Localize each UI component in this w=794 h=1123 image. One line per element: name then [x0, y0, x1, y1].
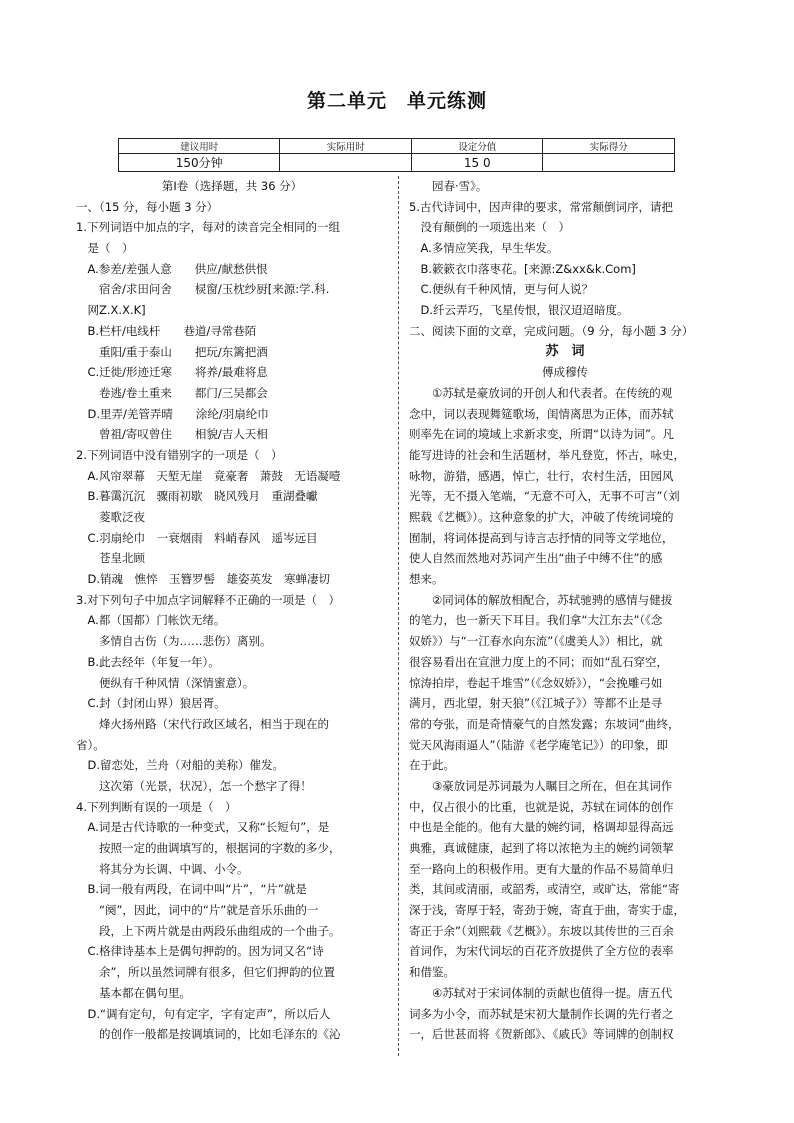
left-text-line: “阕”，因此，词中的“片”就是音乐乐曲的一 [76, 903, 319, 918]
left-text-line: 菱歌泛夜 [76, 510, 145, 524]
left-text-line: 重阳/重于泰山 把玩/东篱把酒 [76, 344, 268, 359]
right-text-line: 在于此。 [409, 758, 455, 773]
left-text-line: D.里弄/羌管弄晴 涂纶/羽扇纶巾 [76, 406, 269, 421]
left-text-line: D.“调有定句，句有定字，字有定声”，所以后人 [76, 1006, 331, 1021]
right-text-line: 满月，西北望，射天狼”（《江城子》）等都不止是寻 [409, 696, 663, 711]
left-text-line: 3.对下列句子中加点字词解释不正确的一项是（ ） [76, 592, 340, 607]
right-text-line: 中，仅占很小的比重，也就是说，苏轼在词体的创作 [409, 799, 674, 814]
left-text-line: 段，上下两片就是由两段乐曲组成的一个曲子。 [76, 923, 341, 938]
right-text-line: 至一路向上的积极作用。更有大量的作品不易简单归 [409, 861, 674, 876]
info-value-actual-time [280, 154, 412, 172]
right-text-line: 二、阅读下面的文章，完成问题。（9 分，每小题 3 分） [409, 323, 694, 338]
left-text-line: 便纵有千种风情（深情蜜意）。 [76, 675, 255, 690]
left-text-line: 基本都在偶句里。 [76, 985, 191, 1000]
right-text-line: C.便纵有千种风情，更与何人说？ [409, 282, 594, 297]
left-text-line: 1.下列词语中加点的字，每对的读音完全相同的一组 [76, 220, 340, 235]
right-text-line: 能写进诗的社会和生活题材，举凡登览，怀古，咏史， [409, 447, 685, 462]
left-text-line: C.羽扇纶巾 一衰烟雨 料峭春风 遥岑远目 [76, 530, 318, 545]
right-text-line: 囿制，将词体提高到与诗言志抒情的同等文学地位， [409, 530, 674, 545]
right-text-line: 惊涛拍岸，卷起千堆雪”（《念奴娇》），“会挽雕弓如 [409, 675, 663, 690]
right-text-line: ②同词体的解放相配合，苏轼驰骋的感情与健拔 [409, 592, 673, 607]
column-divider [398, 176, 399, 1056]
right-text-line: 奴娇》）与“一江春水向东流”（《虞美人》）相比，就 [409, 634, 663, 649]
right-text-line: D.纤云弄巧，飞星传恨，银汉迢迢暗度。 [409, 303, 629, 318]
info-table [118, 138, 675, 172]
right-text-line: 5.古代诗词中，因声律的要求，常常颠倒词序，请把 [409, 199, 673, 214]
left-text-line: C.封（封闭山界）狼居胥。 [76, 696, 226, 711]
right-text-line: 园春·雪》。 [409, 179, 488, 193]
left-text-line: 一、（15 分，每小题 3 分） [76, 199, 219, 214]
info-table-value-row [119, 154, 675, 172]
right-text-line: 深于浅，寄厚于轻，寄劲于婉，寄直于曲，寄实于虚， [409, 903, 685, 918]
right-text-line: 典雅，真诚健康，起到了将以浓艳为主的婉约词领挈 [409, 841, 674, 855]
info-header-set-score: 设定分值 [411, 139, 543, 154]
info-header-actual-score: 实际得分 [543, 139, 675, 154]
left-text-line: 的创作一般都是按调填词的，比如毛泽东的《沁 [76, 1027, 341, 1042]
right-text-line: 词多为小令，而苏轼是宋初大量制作长调的先行者之 [409, 1006, 674, 1021]
left-text-line: 宿舍/求田问舍 棂窗/玉枕纱厨[来源:学.科. [76, 282, 330, 297]
left-text-line: 这次第（光景，状况），怎一个愁字了得！ [76, 778, 312, 793]
left-text-line: A.参差/差强人意 供应/献愁供恨 [76, 261, 268, 276]
info-header-suggested-time: 建议用时 [119, 139, 280, 154]
left-text-line: 将其分为长调、中调、小令。 [76, 861, 249, 876]
left-text-line: 烽火扬州路（宋代行政区域名，相当于现在的 [76, 716, 329, 731]
left-text-line: 卷逃/卷土重来 都门/三吴都会 [76, 385, 268, 400]
right-text-line: 的笔力，也一新天下耳目。我们拿“大江东去”（《念 [409, 613, 663, 628]
left-text-line: B.栏杆/电线杆 巷道/寻常巷陌 [76, 323, 257, 338]
right-column [409, 176, 721, 1045]
right-text-line: 中也是全能的。他有大量的婉约词，格调却显得高远 [409, 820, 674, 835]
left-text-line: C.迁徙/形迹迁寒 将养/最难将息 [76, 365, 268, 380]
left-text-line: A.风帘翠幕 天堑无崖 竟豪奢 萧鼓 无语凝噎 [76, 468, 341, 483]
right-text-line: B.簌簌衣巾落枣花。[来源:Z&xx&k.Com] [409, 261, 636, 276]
right-text-line: 常的夸张，而是奇情豪气的自然发露；东坡词“曲终， [409, 716, 680, 731]
left-column [76, 176, 388, 1045]
left-text-line: 省）。 [76, 737, 105, 752]
right-text-line: 首词作，为宋代词坛的百花齐放提供了全方位的表率 [409, 944, 674, 959]
left-text-line: 2.下列词语中没有错别字的一项是（ ） [76, 447, 283, 462]
left-text-line: C.格律诗基本上是偶句押韵的。因为词又名“诗 [76, 944, 324, 959]
left-text-line: D.销魂 憔悴 玉簪罗髻 雄姿英发 寒蝉凄切 [76, 572, 331, 587]
right-text-line: A.多情应笑我，早生华发。 [409, 241, 559, 256]
left-text-line: A.词是古代诗歌的一种变式，又称“长短句”，是 [76, 820, 330, 835]
left-text-line: 网Z.X.X.K] [76, 303, 146, 318]
right-text-line: 类，其间或清丽，或韶秀，或清空，或旷达，常能“寄 [409, 882, 680, 897]
info-value-suggested-time: 150分钟 [119, 154, 280, 172]
info-header-actual-time: 实际用时 [280, 139, 412, 154]
left-text-line: D.留恋处，兰舟（对船的美称）催发。 [76, 758, 285, 773]
right-text-line: ③豪放词是苏词最为人瞩目之所在，但在其词作 [409, 778, 673, 793]
left-text-line: 曾祖/寄叹曾住 相貌/吉人天相 [76, 427, 268, 442]
right-text-line: 和借鉴。 [409, 965, 455, 980]
right-text-line: 使人自然而然地对苏词产生出“曲子中缚不住”的感 [409, 551, 663, 566]
left-text-line: 4.下列判断有误的一项是（ ） [76, 799, 237, 814]
left-text-line: 苍皇北顾 [76, 551, 145, 566]
left-text-line: 多情自古伤（为……悲伤）离别。 [76, 634, 272, 649]
right-text-line: 熙载《艺概》）。这种意象的扩大，冲破了传统词境的 [409, 510, 674, 524]
right-text-line: 咏物，游猎，感遇，悼亡，壮行，农村生活，田园风 [409, 468, 674, 483]
left-text-line: B.暮霭沉沉 骤雨初歇 晓风残月 重湖叠巘 [76, 489, 318, 504]
left-text-line: B.词一般有两段，在词中叫“片”，“片”就是 [76, 882, 307, 897]
right-text-line: 苏 词 [545, 343, 585, 359]
right-text-line: 觉天风海雨逼人”（陆游《老学庵笔记》）的印象，即 [409, 737, 668, 752]
right-text-line: ④苏轼对于宋词体制的贡献也值得一提。唐五代 [409, 985, 673, 1000]
right-text-line: 一，后世甚而将《贺新郎》、《戚氏》等词牌的创制权 [409, 1027, 674, 1042]
right-text-line: 光等，无不摄入笔端，“无意不可入，无事不可言”（刘 [409, 489, 680, 504]
left-text-line: 第Ⅰ卷（选择题，共 36 分） [161, 179, 303, 193]
right-text-line: 很容易看出在宣泄力度上的不同；而如“乱石穿空， [409, 654, 668, 669]
left-text-line: 是（ ） [76, 241, 134, 256]
left-text-line: 余”，所以虽然词牌有很多，但它们押韵的位置 [76, 965, 335, 980]
right-text-line: 想来。 [409, 572, 444, 587]
left-text-line: A.都（国都）门帐饮无绪。 [76, 613, 226, 628]
left-text-line: 按照一定的曲调填写的，根据词的字数的多少， [76, 841, 341, 855]
right-text-line: 寄正于余”（刘熙载《艺概》）。东坡以其传世的三百余 [409, 923, 674, 938]
left-text-line: B.此去经年（年复一年）。 [76, 654, 220, 669]
right-text-line: 傅成穆传 [542, 365, 588, 380]
page-title: 第二单元 单元练测 [306, 90, 487, 112]
info-table-header-row [119, 139, 675, 154]
info-value-actual-score [543, 154, 675, 172]
right-text-line: 念中，词以表现舞筵歌场，闺情离思为正体，而苏轼 [409, 406, 674, 421]
right-text-line: ①苏轼是豪放词的开创人和代表者。在传统的观 [409, 385, 673, 400]
info-value-set-score: 15 0 [411, 154, 543, 172]
right-text-line: 没有颠倒的一项选出来（ ） [409, 220, 570, 235]
right-text-line: 则率先在词的境域上求新求变，所谓“以诗为词”。凡 [409, 427, 674, 442]
